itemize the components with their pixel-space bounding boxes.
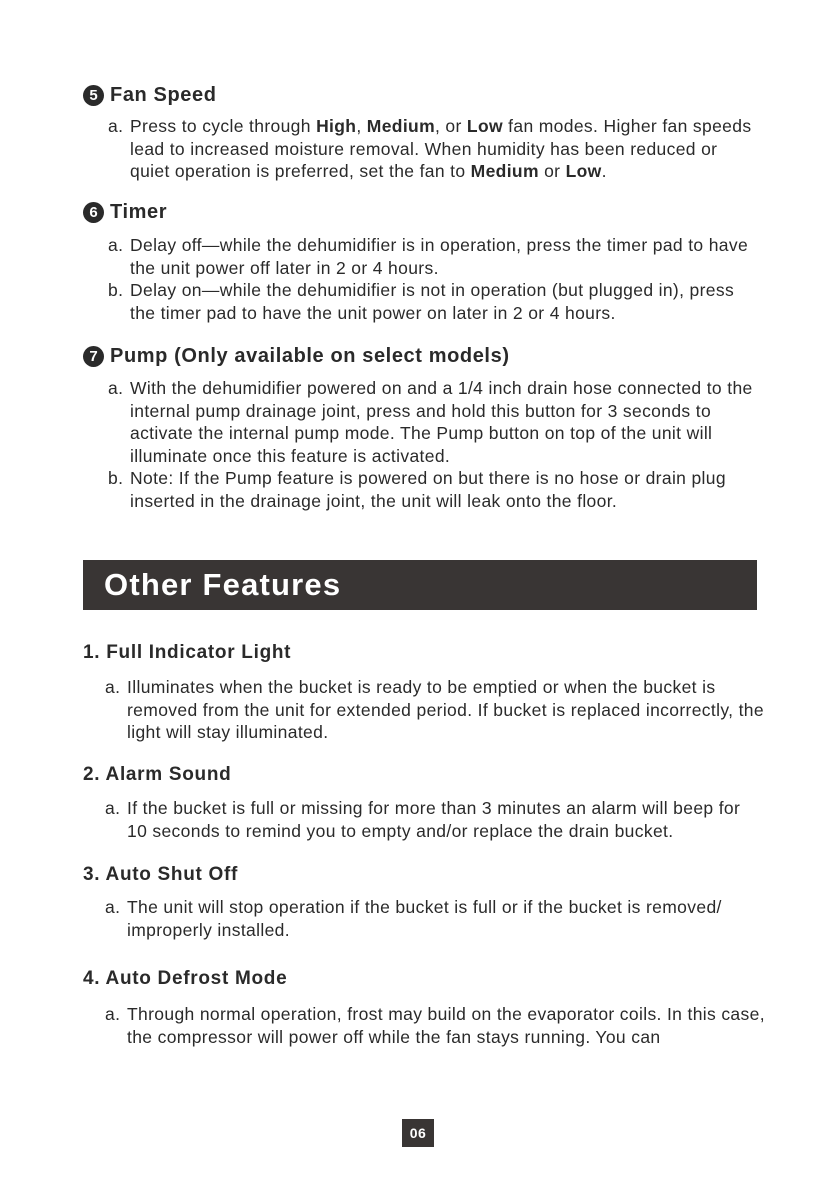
section-timer-heading <box>83 201 167 224</box>
section-title: Fan Speed <box>110 84 217 106</box>
list-item: a. Delay off—while the dehumidifier is in operation, press the timer pad to have the unit power off later in 2 or 4 hours. <box>108 235 749 278</box>
list-item: a. If the bucket is full or missing for more than 3 minutes an alarm will beep for 10 seconds to remind you to empty and/or replace the drain bucket. <box>105 798 741 841</box>
list-item: a. The unit will stop operation if the bucket is full or if the bucket is removed/ improperly installed. <box>105 897 722 940</box>
section-fan-speed-body <box>108 115 758 183</box>
list-item: b. Delay on—while the dehumidifier is not in operation (but plugged in), press the timer pad to have the unit power on later in 2 or 4 hours. <box>108 280 735 323</box>
feature-body <box>105 676 765 744</box>
section-fan-speed-heading <box>83 84 217 107</box>
feature-heading: 3. Auto Shut Off <box>83 864 239 885</box>
section-title: Pump (Only available on select models) <box>110 345 510 367</box>
list-item: a. Illuminates when the bucket is ready to be emptied or when the bucket is removed from the unit for extended period. If bucket is replaced incorrectly, the light will stay illuminated. <box>105 677 764 743</box>
feature-body <box>105 1003 765 1048</box>
feature-body <box>105 896 765 941</box>
feature-heading: 2. Alarm Sound <box>83 764 232 785</box>
section-title: Timer <box>110 201 168 223</box>
feature-body <box>105 797 765 842</box>
section-timer-body <box>108 234 758 324</box>
section-number-badge: 6 <box>83 202 104 223</box>
page-number: 06 <box>402 1119 434 1147</box>
list-item: b. Note: If the Pump feature is powered on but there is no hose or drain plug inserted in the drainage joint, the unit will leak onto the floor. <box>108 468 726 511</box>
section-pump-body <box>108 377 768 513</box>
banner-title: Other Features <box>104 567 342 602</box>
section-number-badge: 5 <box>83 85 104 106</box>
section-pump-heading <box>83 345 510 368</box>
feature-heading: 1. Full Indicator Light <box>83 642 292 663</box>
feature-heading: 4. Auto Defrost Mode <box>83 968 288 989</box>
other-features-banner <box>83 560 757 610</box>
list-item: a. Through normal operation, frost may build on the evaporator coils. In this case, the compressor will power off while the fan stays running. You can <box>105 1004 765 1047</box>
list-item: a. With the dehumidifier powered on and a 1/4 inch drain hose connected to the internal pump drainage joint, press and hold this button for 3 seconds to activate the internal pump mode. The Pump button on top of the unit will illuminate once this feature is activated. <box>108 378 753 466</box>
list-item: a. Press to cycle through High, Medium, or Low fan modes. Higher fan speeds lead to increased moisture removal. When humidity has been reduced or quiet operation is preferred, set the fan to Medium or Low. <box>108 116 752 182</box>
section-number-badge: 7 <box>83 346 104 367</box>
